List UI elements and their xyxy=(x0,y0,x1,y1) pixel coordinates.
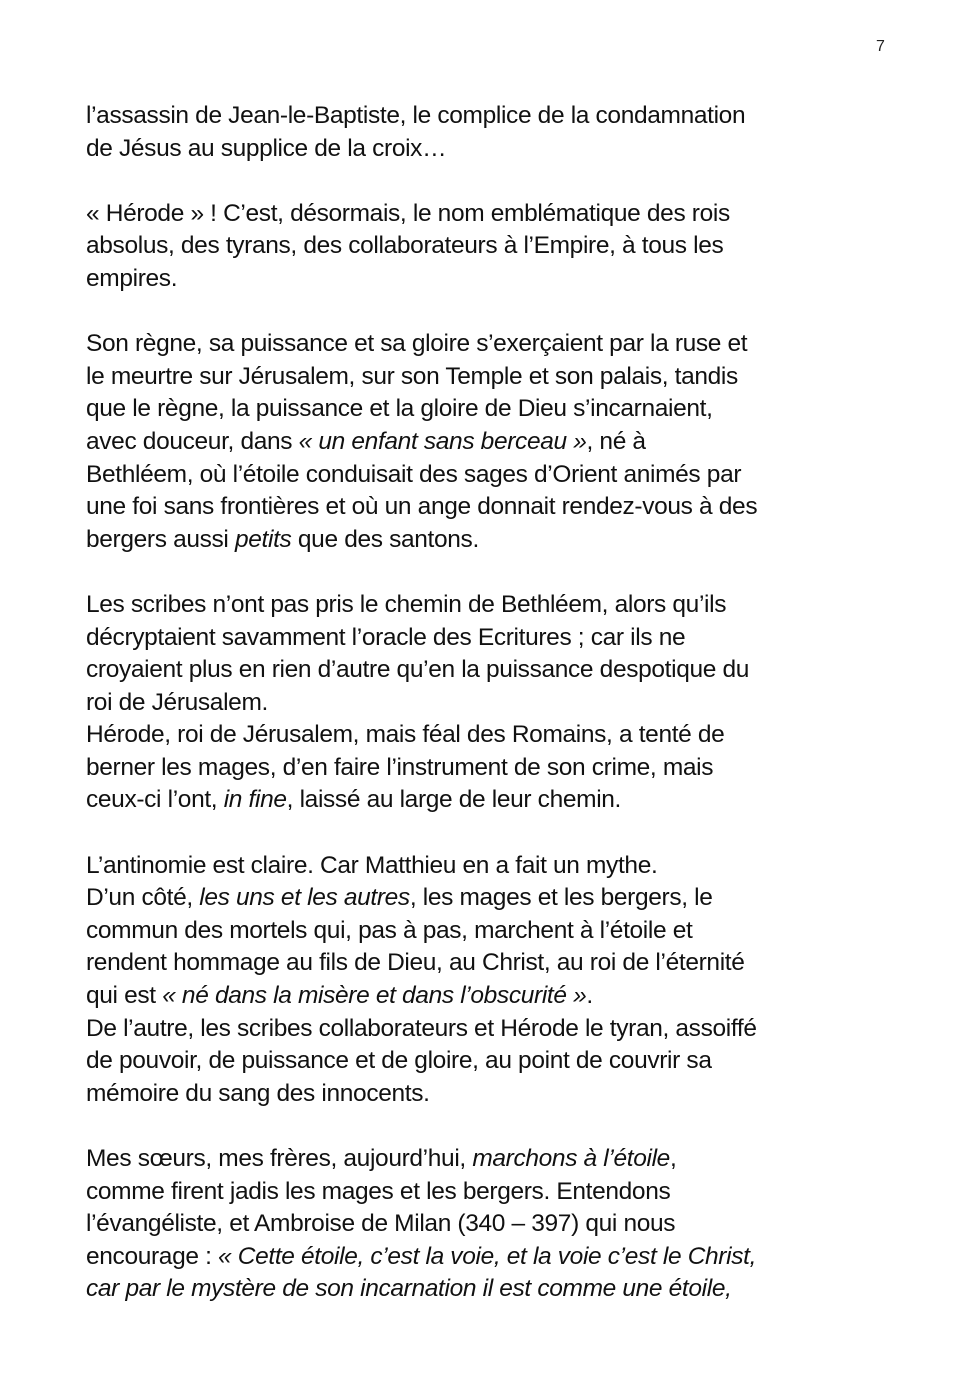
text-run: bergers aussi xyxy=(86,525,235,553)
text-run: , né à xyxy=(586,427,646,455)
text-line xyxy=(86,915,906,948)
text-run: de pouvoir, de puissance et de gloire, au point de couvrir sa xyxy=(86,1047,712,1075)
text-run: , xyxy=(669,1145,677,1172)
text-line xyxy=(86,882,906,915)
text-run: mémoire du sang des innocents. xyxy=(86,1079,430,1107)
text-line xyxy=(86,491,906,524)
paragraph xyxy=(86,328,906,556)
paragraph-spacer xyxy=(86,556,906,589)
text-run: une foi sans frontières et où un ange donnait rendez-vous à des xyxy=(86,493,758,521)
text-run: absolus, des tyrans, des collaborateurs à l’Empire, à tous les xyxy=(86,232,724,260)
text-run: Mes sœurs, mes frères, aujourd’hui, xyxy=(86,1145,473,1172)
text-run: , laissé au large de leur chemin. xyxy=(286,786,622,814)
text-line xyxy=(86,100,906,133)
text-run: Hérode, roi de Jérusalem, mais féal des Romains, a tenté de xyxy=(86,721,725,749)
italic-text-run: in fine xyxy=(223,786,287,814)
text-line xyxy=(86,1241,906,1274)
text-line xyxy=(86,947,906,980)
text-line xyxy=(86,524,906,557)
text-run: l’évangéliste, et Ambroise de Milan (340 – 397) qui nous xyxy=(86,1210,676,1238)
italic-text-run: « né dans la misère et dans l’obscurité » xyxy=(162,982,587,1010)
text-run: décryptaient savamment l’oracle des Ecritures ; car ils ne xyxy=(86,623,686,651)
italic-text-run: petits xyxy=(234,525,292,553)
text-run: le meurtre sur Jérusalem, sur son Temple et son palais, tandis xyxy=(86,362,738,390)
text-line xyxy=(86,263,906,296)
italic-text-run: car par le mystère de son incarnation il est comme une étoile, xyxy=(86,1275,732,1303)
text-run: , les mages et les bergers, le xyxy=(409,884,713,912)
paragraph xyxy=(86,198,906,296)
text-line xyxy=(86,1078,906,1111)
text-line xyxy=(86,426,906,459)
text-run: . xyxy=(586,982,593,1010)
text-line xyxy=(86,719,906,752)
text-run: que des santons. xyxy=(291,525,479,553)
text-line xyxy=(86,850,906,883)
text-run: De l’autre, les scribes collaborateurs et Hérode le tyran, assoiffé xyxy=(86,1014,757,1042)
italic-text-run: les uns et les autres xyxy=(199,884,410,912)
text-line xyxy=(86,198,906,231)
text-run: rendent hommage au fils de Dieu, au Christ, au roi de l’éternité xyxy=(86,949,745,977)
paragraph-spacer xyxy=(86,817,906,850)
italic-text-run: « un enfant sans berceau » xyxy=(298,427,587,455)
text-line xyxy=(86,1013,906,1046)
paragraph-spacer xyxy=(86,1110,906,1143)
text-run: D’un côté, xyxy=(86,884,200,912)
text-run: Les scribes n’ont pas pris le chemin de Bethléem, alors qu’ils xyxy=(86,590,727,618)
text-run: de Jésus au supplice de la croix… xyxy=(86,134,447,162)
page-number: 7 xyxy=(876,38,885,55)
text-run: roi de Jérusalem. xyxy=(86,688,268,716)
text-run: Bethléem, où l’étoile conduisait des sages d’Orient animés par xyxy=(86,460,742,488)
paragraph xyxy=(86,850,906,1111)
italic-text-run: marchons à l’étoile xyxy=(472,1145,670,1172)
text-line xyxy=(86,752,906,785)
paragraph-spacer xyxy=(86,296,906,329)
text-run: croyaient plus en rien d’autre qu’en la puissance despotique du xyxy=(86,656,750,684)
document-body xyxy=(86,100,906,1306)
paragraph xyxy=(86,589,906,817)
text-line xyxy=(86,687,906,720)
text-line xyxy=(86,230,906,263)
text-line xyxy=(86,459,906,492)
text-run: l’assassin de Jean-le-Baptiste, le complice de la condamnation xyxy=(86,102,746,129)
text-run: L’antinomie est claire. Car Matthieu en a fait un mythe. xyxy=(86,851,658,879)
text-run: avec douceur, dans xyxy=(86,427,299,455)
text-line xyxy=(86,328,906,361)
text-run: commun des mortels qui, pas à pas, marchent à l’étoile et xyxy=(86,916,693,944)
italic-text-run: « Cette étoile, c’est la voie, et la voie c’est le Christ, xyxy=(218,1242,757,1270)
paragraph-spacer xyxy=(86,165,906,198)
paragraph xyxy=(86,100,906,165)
text-line xyxy=(86,589,906,622)
text-run: berner les mages, d’en faire l’instrument de son crime, mais xyxy=(86,753,714,781)
text-line xyxy=(86,1143,906,1176)
text-line xyxy=(86,133,906,166)
text-line xyxy=(86,622,906,655)
text-run: empires. xyxy=(86,264,178,292)
text-run: encourage : xyxy=(86,1242,219,1270)
text-run: « Hérode » ! C’est, désormais, le nom emblématique des rois xyxy=(86,199,730,227)
text-line xyxy=(86,361,906,394)
text-line xyxy=(86,1273,906,1306)
paragraph xyxy=(86,1143,906,1306)
text-run: comme firent jadis les mages et les bergers. Entendons xyxy=(86,1177,671,1205)
text-line xyxy=(86,1176,906,1209)
text-line xyxy=(86,980,906,1013)
text-line xyxy=(86,1045,906,1078)
text-run: qui est xyxy=(86,982,163,1010)
text-run: ceux-ci l’ont, xyxy=(86,786,224,814)
text-line xyxy=(86,784,906,817)
text-run: Son règne, sa puissance et sa gloire s’exerçaient par la ruse et xyxy=(86,330,748,358)
text-line xyxy=(86,393,906,426)
text-line xyxy=(86,1208,906,1241)
text-run: que le règne, la puissance et la gloire de Dieu s’incarnaient, xyxy=(86,395,713,423)
text-line xyxy=(86,654,906,687)
